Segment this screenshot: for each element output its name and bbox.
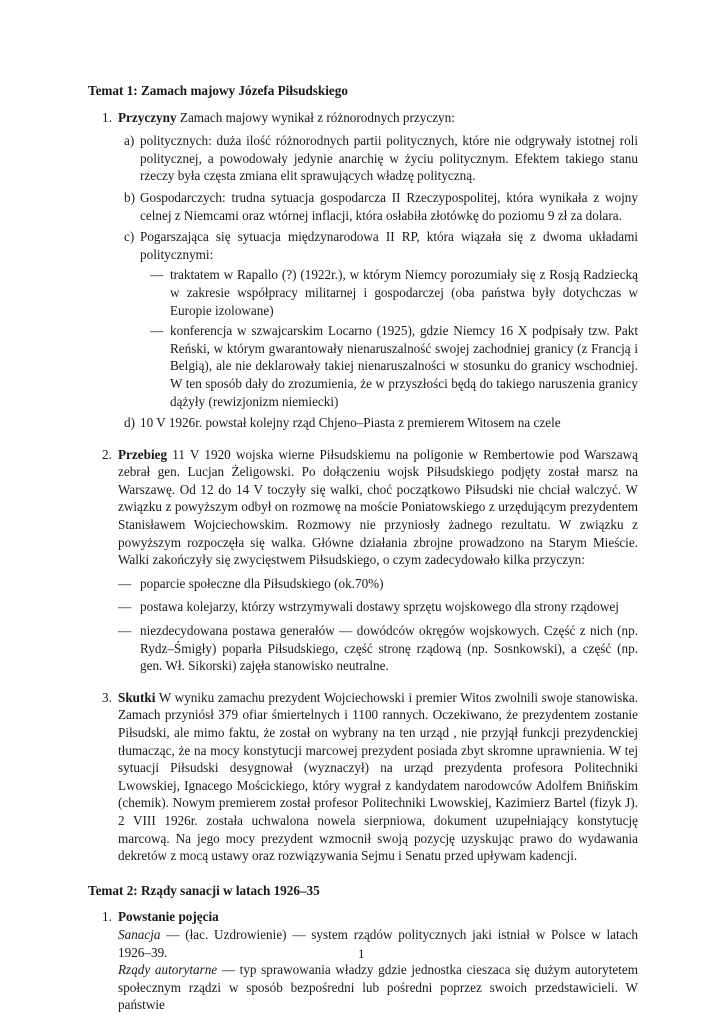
subitem-text: Pogarszająca się sytuacja międzynarodowa II RP, która wiązała się z dwoma układami politycznymi: xyxy=(140,229,638,262)
dash-text: postawa kolejarzy, którzy wstrzymywali dostawy sprzętu wojskowego dla strony rządowej xyxy=(140,599,619,615)
dash-item xyxy=(88,575,638,593)
list-item xyxy=(88,446,638,675)
topic2-heading: Temat 2: Rządy sanacji w latach 1926–35 xyxy=(88,882,320,898)
item-title: Powstanie pojęcia xyxy=(118,909,219,925)
subitem xyxy=(88,132,638,185)
item-title: Przebieg xyxy=(118,446,168,462)
item-paragraph xyxy=(118,446,638,569)
item-number: 1. xyxy=(102,109,112,125)
dash-item xyxy=(88,598,638,616)
dash-label: — xyxy=(150,267,164,283)
item-title: Skutki xyxy=(118,689,156,705)
subitem-label: c) xyxy=(124,229,135,245)
item-paragraph xyxy=(118,689,638,865)
dash-item xyxy=(88,622,638,675)
definition-sanacja xyxy=(118,926,638,961)
subitem-text: politycznych: duża ilość różnorodnych partii politycznych, które nie odgrywały istotnej roli politycznej, a powodowały jedynie anarchię w życiu politycznym. Efektem takiego stanu rzeczy była częsta zmiana elit sprawujących władzę polityczną. xyxy=(140,133,638,184)
definition-text: — (łac. Uzdrowienie) — system rządów politycznych jaki istniał w Polsce w latach 1926–39. xyxy=(118,926,638,960)
dash-item xyxy=(88,266,638,319)
item-text: Zamach majowy wynikał z różnorodnych przyczyn: xyxy=(176,109,455,125)
subitem-text: 10 V 1926r. powstał kolejny rząd Chjeno–Piasta z premierem Witosem na czele xyxy=(140,415,561,431)
subitem-label: d) xyxy=(124,415,135,431)
definition-rzady xyxy=(118,961,638,1014)
dash-label: — xyxy=(118,599,132,615)
subitem xyxy=(88,414,638,432)
item-number: 1. xyxy=(102,909,112,925)
subitem-label: b) xyxy=(124,189,135,205)
definition-term: Rządy autorytarne xyxy=(118,962,218,978)
dash-text: konferencja w szwajcarskim Locarno (1925), gdzie Niemcy 16 X podpisały tzw. Pakt Reński, w którym gwarantowały nienaruszalność swojej zachodniej granicy (z Francją i Belgią), ale nie deklarowały takiej nienaruszalności w stosunku do granicy wschodniej. W ten sposób dały do zrozumienia, że w przyszłości będą do takiego naruszenia granicy dążyły (rewizjonizm niemiecki) xyxy=(170,323,638,409)
topic1-heading: Temat 1: Zamach majowy Józefa Piłsudskiego xyxy=(88,83,348,98)
dash-item xyxy=(88,322,638,410)
item-intro xyxy=(118,908,638,926)
item-number: 2. xyxy=(102,446,112,462)
document-page xyxy=(88,82,638,1028)
definition-term: Sanacja xyxy=(118,926,161,942)
item-number: 3. xyxy=(102,689,112,705)
definition-text: — typ sprawowania władzy gdzie jednostka cieszaca się dużym autorytetem społecznym rządzi w sposób bezpośredni lub pośredni poprzez swoich przedstawicieli. W państwie xyxy=(118,962,638,1013)
item-title: Przyczyny xyxy=(118,109,177,125)
subitem-label: a) xyxy=(124,133,135,149)
dash-label: — xyxy=(118,623,132,639)
item-text: W wyniku zamachu prezydent Wojciechowski i premier Witos zwolnili swoje stanowiska. Zamach przyniósł 379 ofiar śmiertelnych i 1100 rannych. Oczekiwano, że prezydentem zostanie Piłsudski, ale mimo faktu, że został on wybrany na ten urząd , nie przyjął funkcji prezydenckiej tłumacząc, że na mocy konstytucji marcowej prezydent posiada zbyt skromne uprawnienia. W tej sytuacji Piłsudski desygnował (wyznaczył) na urząd prezydenta profesora Politechniki Lwowskiej, Ignacego Mościckiego, który wygrał z kandydatem narodowców Adolfem Bniňskim (chemik). Nowym premierem został profesor Politechniki Lwowskiej, Kazimierz Bartel (fizyk J). 2 VIII 1926r. została uchwalona nowela sierpniowa, dokument uzupełniający konstytucję marcową. Na jego mocy prezydent wzmocnił swoją pozycję uzyskując prawo do wydawania dekretów z mocą ustawy oraz rozwiązywania Sejmu i Senatu przed upływam kadencji. xyxy=(118,689,638,864)
dash-text: niezdecydowana postawa generałów — dowódców okręgów wojskowych. Część z nich (np. Rydz–Śmigły) poparła Piłsudskiego, część stronę rządową (np. Sosnkowski), a część (np. gen. Wł. Sikorski) zajęła stanowisko neutralne. xyxy=(140,623,638,674)
dash-text: traktatem w Rapallo (?) (1922r.), w którym Niemcy porozumiały się z Rosją Radziecką w zakresie współpracy militarnej i gospodarczej (oba państwa były dotychczas w Europie izolowane) xyxy=(170,267,638,318)
subitem xyxy=(88,228,638,263)
list-item xyxy=(88,109,638,432)
list-item xyxy=(88,689,638,865)
dash-text: poparcie społeczne dla Piłsudskiego (ok.70%) xyxy=(140,575,384,591)
dash-label: — xyxy=(150,323,164,339)
subitem-text: Gospodarczych: trudna sytuacja gospodarcza II Rzeczypospolitej, która wynikała z wojny celnej z Niemcami oraz wtórnej inflacji, która osłabiła złotówkę do poziomu 9 zł za dolara. xyxy=(140,189,638,223)
item-text: 11 V 1920 wojska wierne Piłsudskiemu na poligonie w Rembertowie pod Warszawą zebrał gen. Lucjan Żeligowski. Po dołączeniu wojsk Piłsudskiego podjęty został marsz na Warszawę. Od 12 do 14 V toczyły się walki, choć początkowo Piłsudski nie chciał walczyć. W związku z powyższym odbył on rozmowę na moście Poniatowskiego z urzędującym prezydentem Stanisławem Wojciechowskim. Rozmowy nie przyniosły żadnego rezultatu. W związku z powyższym rozpoczęła się walka. Główne działania zbrojne prowadzono na Starym Mieście. Walki zakończyły się zwycięstwem Piłsudskiego, o czym zadecydowało kilka przyczyn: xyxy=(118,446,638,568)
dash-label: — xyxy=(118,575,132,591)
page-number: 1 xyxy=(358,946,365,961)
subitem xyxy=(88,189,638,224)
item-intro xyxy=(118,109,638,127)
